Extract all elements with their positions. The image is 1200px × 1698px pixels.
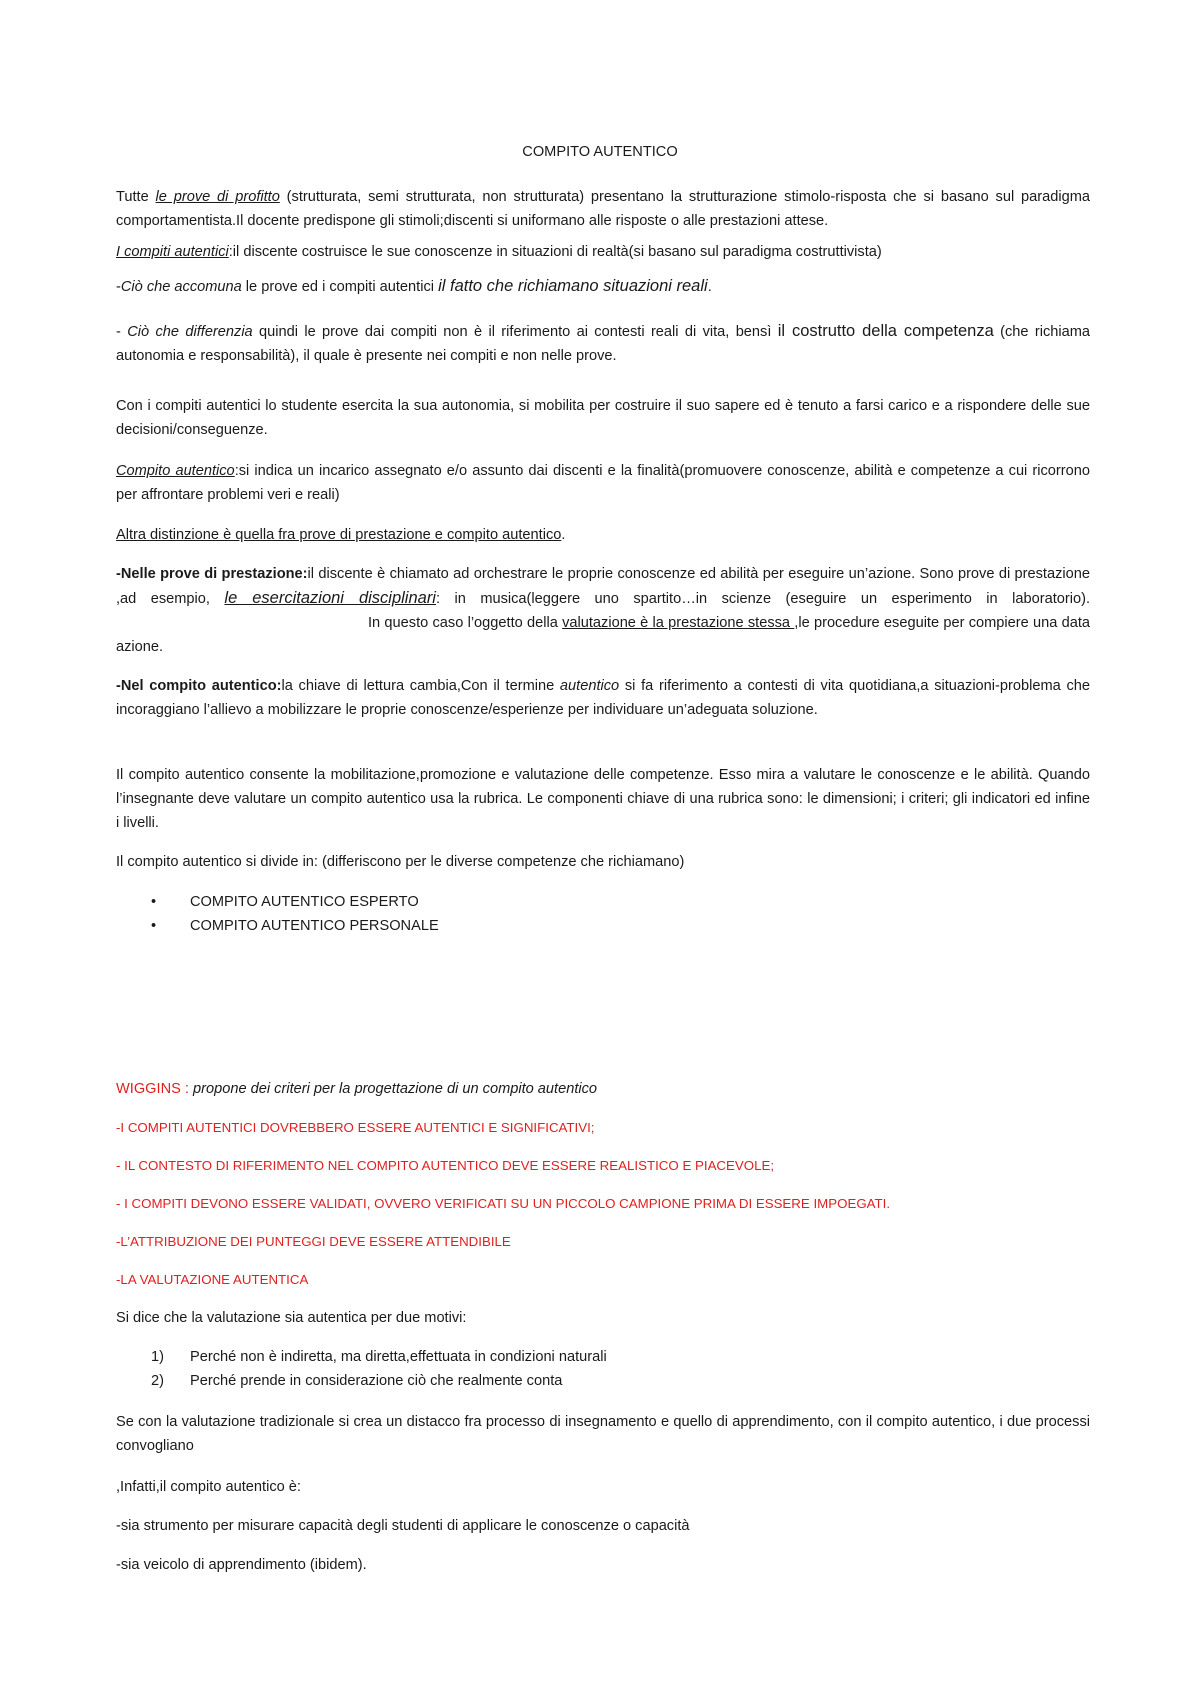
red-label: WIGGINS : [116, 1081, 194, 1097]
list-item [116, 914, 1090, 938]
underlined-phrase: valutazione è la prestazione stessa [562, 615, 795, 631]
text: -sia strumento per misurare capacità degli studenti di applicare le conoscenze o capacità [116, 1518, 690, 1534]
paragraph-differenzia [116, 319, 1090, 368]
text: . [707, 279, 712, 295]
bold-heading: -Nel compito autentico: [116, 678, 282, 694]
bold-heading: -Nelle prove di prestazione: [116, 566, 308, 582]
red-criterion [116, 1230, 1090, 1254]
text: In questo caso l’oggetto della [368, 615, 563, 631]
italic-underlined-phrase: le esercitazioni disciplinari [224, 589, 436, 607]
italic-phrase: propone dei criteri per la progettazione di un compito autentico [193, 1081, 598, 1097]
paragraph-compito-autentico-chiave [116, 674, 1090, 722]
text: :si indica un incarico assegnato e/o assunto dai discenti e la finalità(promuovere conoscenze, abilità e competenze a cui ricorrono per affrontare problemi veri e reali) [116, 463, 1090, 503]
text: Il compito autentico si divide in: (differiscono per le diverse competenze che richiamano) [116, 854, 685, 870]
bullet-list [116, 890, 1090, 938]
underlined-term: le prove di profitto [155, 189, 280, 205]
list-item [116, 890, 1090, 914]
underlined-sentence: Altra distinzione è quella fra prove di prestazione e compito autentico [116, 527, 562, 543]
italic-term: Ciò che differenzia [127, 324, 253, 340]
list-number: 1) [151, 1349, 164, 1365]
document-title: COMPITO AUTENTICO [522, 144, 678, 160]
paragraph-infatti [116, 1475, 1090, 1499]
paragraph-distacco [116, 1410, 1090, 1458]
paragraph-rubrica [116, 763, 1090, 835]
text: : in musica(leggere uno spartito…in scienze (eseguire un esperimento in laboratorio). [435, 591, 1090, 607]
wiggins-heading [116, 1077, 1090, 1101]
list-item [116, 1345, 1090, 1369]
red-criterion [116, 1268, 1090, 1292]
text: - [116, 324, 128, 340]
italic-phrase: il fatto che richiamano situazioni reali [438, 277, 708, 295]
text: il discente è chiamato ad orchestrare le proprie conoscenze ed abilità per eseguire un’azione. Sono prove di prestazione ,ad esempio, [116, 566, 1090, 607]
red-criterion [116, 1116, 1090, 1140]
text: ,le procedure eseguite per compiere una data azione. [116, 615, 1090, 655]
red-line: -L’ATTRIBUZIONE DEI PUNTEGGI DEVE ESSERE ATTENDIBILE [116, 1234, 511, 1249]
red-line: -I COMPITI AUTENTICI DOVREBBERO ESSERE AUTENTICI E SIGNIFICATIVI; [116, 1120, 595, 1135]
paragraph-prove-prestazione [116, 562, 1090, 659]
list-item [116, 1369, 1090, 1393]
large-phrase: il costrutto della competenza [777, 322, 994, 340]
underlined-term: Compito autentico [116, 463, 235, 479]
text: Tutte [116, 189, 156, 205]
list-item-text: Perché prende in considerazione ciò che realmente conta [190, 1373, 563, 1389]
red-criterion [116, 1154, 1090, 1178]
list-item-text: COMPITO AUTENTICO PERSONALE [190, 918, 439, 934]
text: Se con la valutazione tradizionale si crea un distacco fra processo di insegnamento e quello di apprendimento, con il compito autentico, i due processi convogliano [116, 1414, 1090, 1454]
numbered-list [116, 1345, 1090, 1393]
list-item-text: Perché non è indiretta, ma diretta,effettuata in condizioni naturali [190, 1349, 607, 1365]
text: -sia veicolo di apprendimento (ibidem). [116, 1557, 367, 1573]
text: . [561, 527, 566, 543]
text: le prove ed i compiti autentici [241, 279, 439, 295]
red-line: -LA VALUTAZIONE AUTENTICA [116, 1272, 309, 1287]
red-line: - IL CONTESTO DI RIFERIMENTO NEL COMPITO AUTENTICO DEVE ESSERE REALISTICO E PIACEVOLE; [116, 1158, 775, 1173]
underlined-term: I compiti autentici [116, 244, 229, 260]
bullet-marker: • [151, 894, 157, 910]
paragraph-prove-profitto [116, 185, 1090, 233]
text: si fa riferimento a contesti di vita quotidiana,a situazioni-problema che incoraggiano l’allievo a mobilizzare le proprie conoscenze/esperienze per individuare un’adeguata soluzione. [116, 678, 1090, 718]
text: quindi le prove dai compiti non è il riferimento ai contesti reali di vita, bensì [252, 324, 778, 340]
text: Il compito autentico consente la mobilitazione,promozione e valutazione delle competenze. Esso mira a valutare le conoscenze e le abilità. Quando l’insegnante deve valutare un compito autentico usa la rubrica. Le componenti chiave di una rubrica sono: le dimensioni; i criteri; gli indicatori ed infine i livelli. [116, 767, 1090, 831]
paragraph-accomuna [116, 274, 1090, 299]
paragraph-veicolo [116, 1553, 1090, 1577]
list-item-text: COMPITO AUTENTICO ESPERTO [190, 894, 419, 910]
paragraph-definizione [116, 459, 1090, 507]
italic-term: autentico [559, 678, 620, 694]
paragraph-autonomia [116, 394, 1090, 442]
paragraph-strumento [116, 1514, 1090, 1538]
paragraph-due-motivi [116, 1306, 1090, 1330]
text: Si dice che la valutazione sia autentica per due motivi: [116, 1310, 467, 1326]
bullet-marker: • [151, 918, 157, 934]
text: - [116, 279, 121, 295]
text: ,Infatti,il compito autentico è: [116, 1479, 301, 1495]
red-criterion [116, 1192, 1090, 1216]
text: (strutturata, semi strutturata, non strutturata) presentano la strutturazione stimolo-risposta che si basano sul paradigma comportamentista.Il docente predispone gli stimoli;discenti si uniformano alle risposte o alle prestazioni attese. [116, 189, 1090, 229]
red-line: - I COMPITI DEVONO ESSERE VALIDATI, OVVERO VERIFICATI SU UN PICCOLO CAMPIONE PRIMA DI ESSERE IMPOEGATI. [116, 1196, 891, 1211]
text: la chiave di lettura cambia,Con il termine [281, 678, 560, 694]
paragraph-divide [116, 850, 1090, 874]
paragraph-compiti-autentici [116, 240, 1090, 264]
text: :il discente costruisce le sue conoscenze in situazioni di realtà(si basano sul paradigma costruttivista) [228, 244, 882, 260]
italic-term: Ciò che accomuna [120, 279, 242, 295]
list-number: 2) [151, 1373, 164, 1389]
text: Con i compiti autentici lo studente esercita la sua autonomia, si mobilita per costruire il suo sapere ed è tenuto a farsi carico e a rispondere delle sue decisioni/conseguenze. [116, 398, 1090, 438]
text: (che richiama autonomia e responsabilità), il quale è presente nei compiti e non nelle prove. [116, 324, 1090, 364]
paragraph-distinzione [116, 523, 1090, 547]
